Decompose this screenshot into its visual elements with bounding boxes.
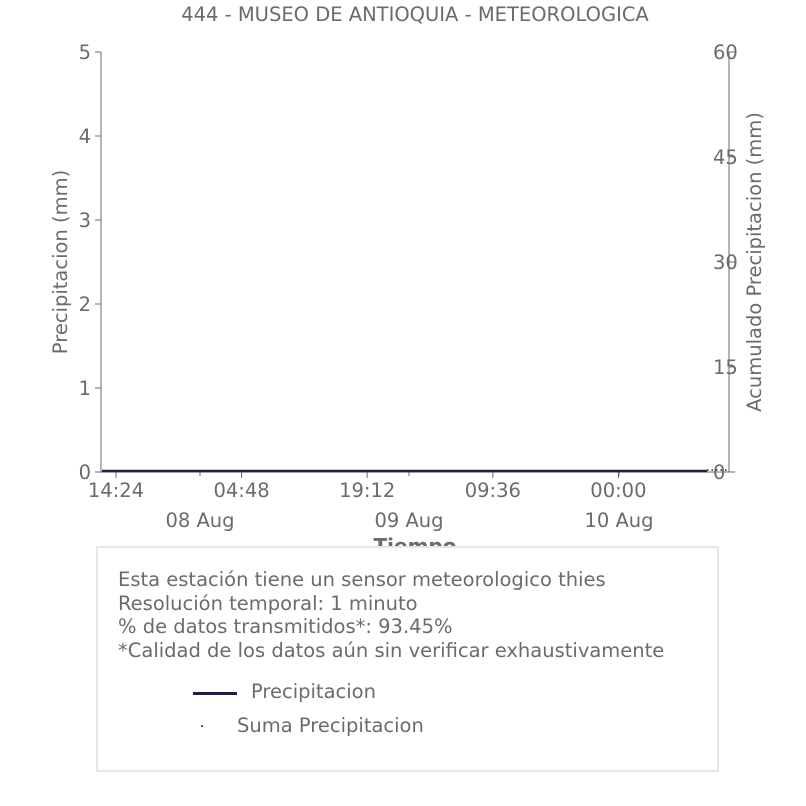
x-tick-label: 09:36	[464, 479, 521, 502]
info-line-transmitted: % de datos transmitidos*: 93.45%	[118, 615, 453, 638]
x-tick-label: 14:24	[87, 479, 145, 502]
series-layer	[102, 470, 727, 471]
left-axis-ticks	[79, 41, 101, 484]
y2-axis-label: Acumulado Precipitacion (mm)	[743, 112, 766, 412]
station-info-text	[118, 568, 664, 662]
legend-label-suma-precipitacion: Suma Precipitacion	[237, 714, 424, 737]
legend-label-precipitacion: Precipitacion	[251, 680, 376, 703]
left-tick-label: 1	[78, 377, 91, 400]
x-tick-label: 00:00	[590, 479, 647, 502]
x-tick-label: 19:12	[339, 479, 396, 502]
left-tick-label: 5	[78, 41, 91, 64]
right-tick-label: 15	[713, 356, 738, 379]
x-date-label: 08 Aug	[165, 509, 235, 532]
left-tick-label: 2	[78, 293, 91, 316]
left-tick-label: 3	[78, 209, 91, 232]
right-tick-label: 0	[713, 461, 726, 484]
left-tick-label: 0	[78, 461, 91, 484]
right-tick-label: 45	[713, 146, 738, 169]
right-tick-label: 30	[713, 251, 738, 274]
x-axis-ticks	[88, 472, 647, 502]
right-axis-ticks	[713, 41, 738, 484]
x-tick-label: 04:48	[213, 479, 270, 502]
station-info-box	[96, 546, 719, 772]
x-date-label: 10 Aug	[584, 509, 654, 532]
legend-line-swatch	[193, 692, 237, 695]
legend-dot-swatch	[201, 725, 203, 727]
info-line-sensor: Esta estación tiene un sensor meteorologico thies	[118, 568, 606, 591]
y-axis-label: Precipitacion (mm)	[49, 169, 72, 355]
left-tick-label: 4	[78, 125, 91, 148]
info-line-resolution: Resolución temporal: 1 minuto	[118, 591, 418, 615]
info-line-quality: *Calidad de los datos aún sin verificar exhaustivamente	[118, 638, 665, 662]
x-date-label: 09 Aug	[374, 509, 444, 532]
chart-title: 444 - MUSEO DE ANTIOQUIA - METEOROLOGICA	[181, 3, 649, 26]
right-tick-label: 60	[713, 41, 738, 64]
x-axis-date-labels	[165, 509, 653, 532]
